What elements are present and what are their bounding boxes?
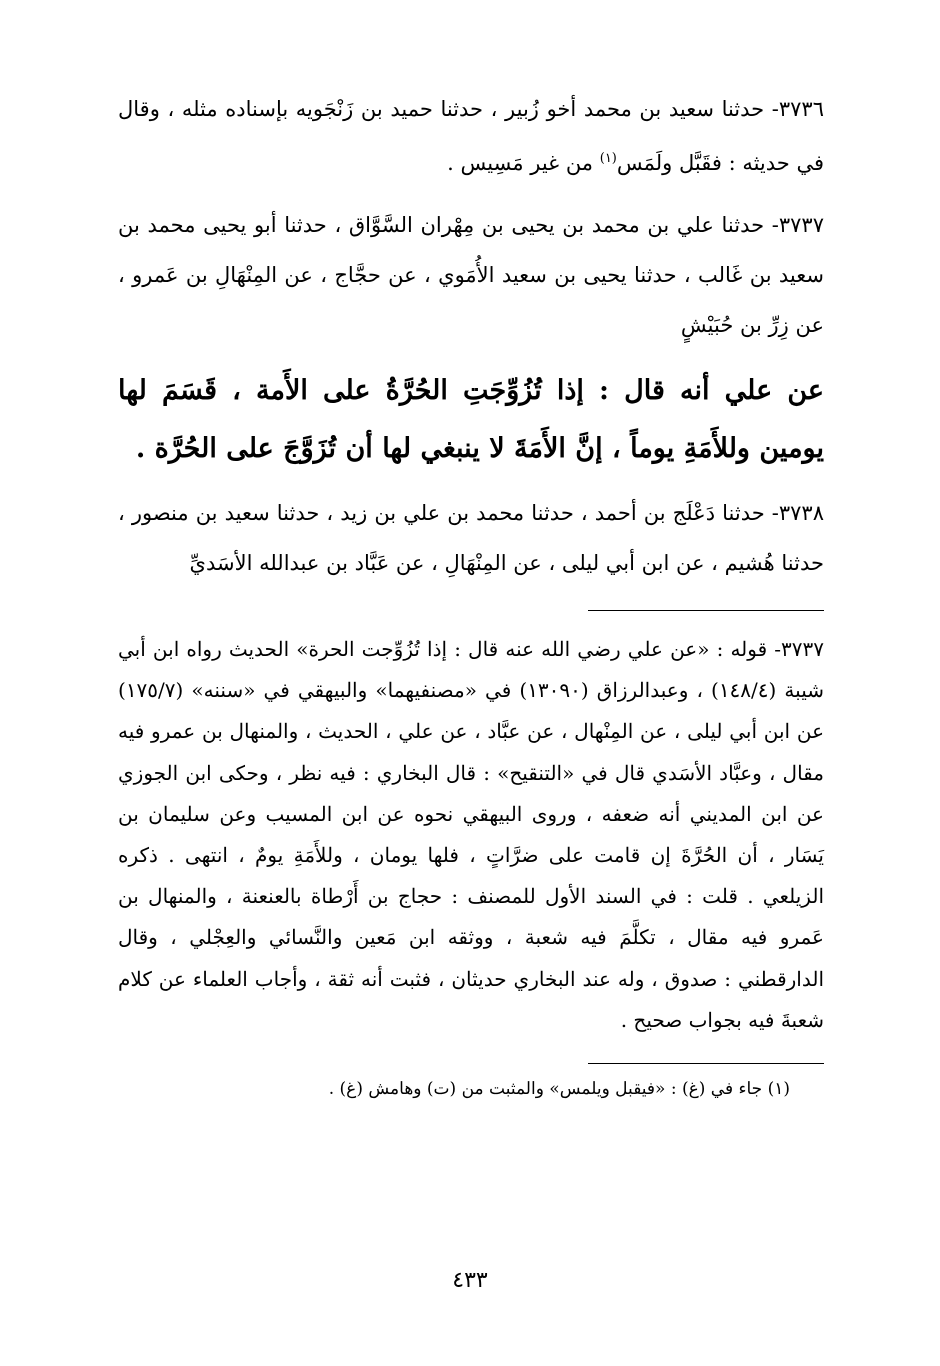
hadith-3736 xyxy=(118,84,824,188)
hadith-3736-text-end: من غير مَسِيس . xyxy=(447,151,600,175)
hadith-matn: عن علي أنه قال : إذا تُزُوِّجَتِ الحُرَّةُ على الأَمة ، قَسَمَ لها يومين وللأَمَةِ يوماً ، إنَّ الأَمَةَ لا ينبغي لها أن تُزَوَّجَ على الحُرَّة . xyxy=(118,375,824,464)
footnote-1: (١) جاء في (غ) : «فيقبل ويلمس» والمثبت من (ت) وهامش (غ) . xyxy=(328,1079,790,1100)
hadith-3736-text: ٣٧٣٦- حدثنا سعيد بن محمد أخو زُبير ، حدثنا حميد بن زَنْجَويه بإسناده مثله ، وقال في حديثه : فقَبَّل ولَمَس xyxy=(118,97,824,175)
page-number: ٤٣٣ xyxy=(452,1268,488,1293)
footnote-reference[interactable]: (١) xyxy=(599,151,617,166)
commentary-separator xyxy=(588,610,824,611)
hadith-3737: ٣٧٣٧- حدثنا علي بن محمد بن يحيى بن مِهْران السَّوَّاق ، حدثنا أبو يحيى محمد بن سعيد بن غَالب ، حدثنا يحيى بن سعيد الأُمَوي ، عن حجَّاج ، عن المِنْهَالِ بن عَمرو ، عن زِرِّ بن حُبَيْشٍ xyxy=(118,213,824,337)
commentary-3737: ٣٧٣٧- قوله : «عن علي رضي الله عنه قال : إذا تُزُوِّجت الحرة» الحديث رواه ابن أبي شيبة (١٤٨/٤) ، وعبدالرزاق (١٣٠٩٠) في «مصنفيهما» والبيهقي في «سننه» (١٧٥/٧) عن ابن أبي ليلى ، عن المِنْهال ، عن عبَّاد ، عن علي ، الحديث ، والمنهال بن عمرو فيه مقال ، وعبَّاد الأسَدي قال في «التنقيح» : قال البخاري : فيه نظر ، وحكى ابن الجوزي عن ابن المديني أنه ضعفه ، وروى البيهقي نحوه عن ابن المسيب وعن سليمان بن يَسَار ، أن الحُرَّةَ إن قامت على ضرَّاتٍ ، فلها يومان ، وللأَمَةِ يومٌ ، انتهى . ذكره الزيلعي . قلت : في السند الأول للمصنف : حجاج بن أَرْطاة بالعنعنة ، والمنهال بن عَمرو فيه مقال ، تكلَّمَ فيه شعبة ، ووثقه ابن مَعين والنَّسائي والعِجْلي ، وقال الدارقطني : صدوق ، وله عند البخاري حديثان ، فثبت أنه ثقة ، وأجاب العلماء عن كلام شعبةَ فيه بجواب صحيح . xyxy=(118,637,824,1032)
footnote-separator xyxy=(588,1063,824,1064)
page-body xyxy=(118,84,824,1104)
hadith-3738: ٣٧٣٨- حدثنا دَعْلَج بن أحمد ، حدثنا محمد بن علي بن زيد ، حدثنا سعيد بن منصور ، حدثنا هُشيم ، عن ابن أبي ليلى ، عن المِنْهَالِ ، عن عَبَّاد بن عبدالله الأسَديِّ xyxy=(118,501,824,575)
